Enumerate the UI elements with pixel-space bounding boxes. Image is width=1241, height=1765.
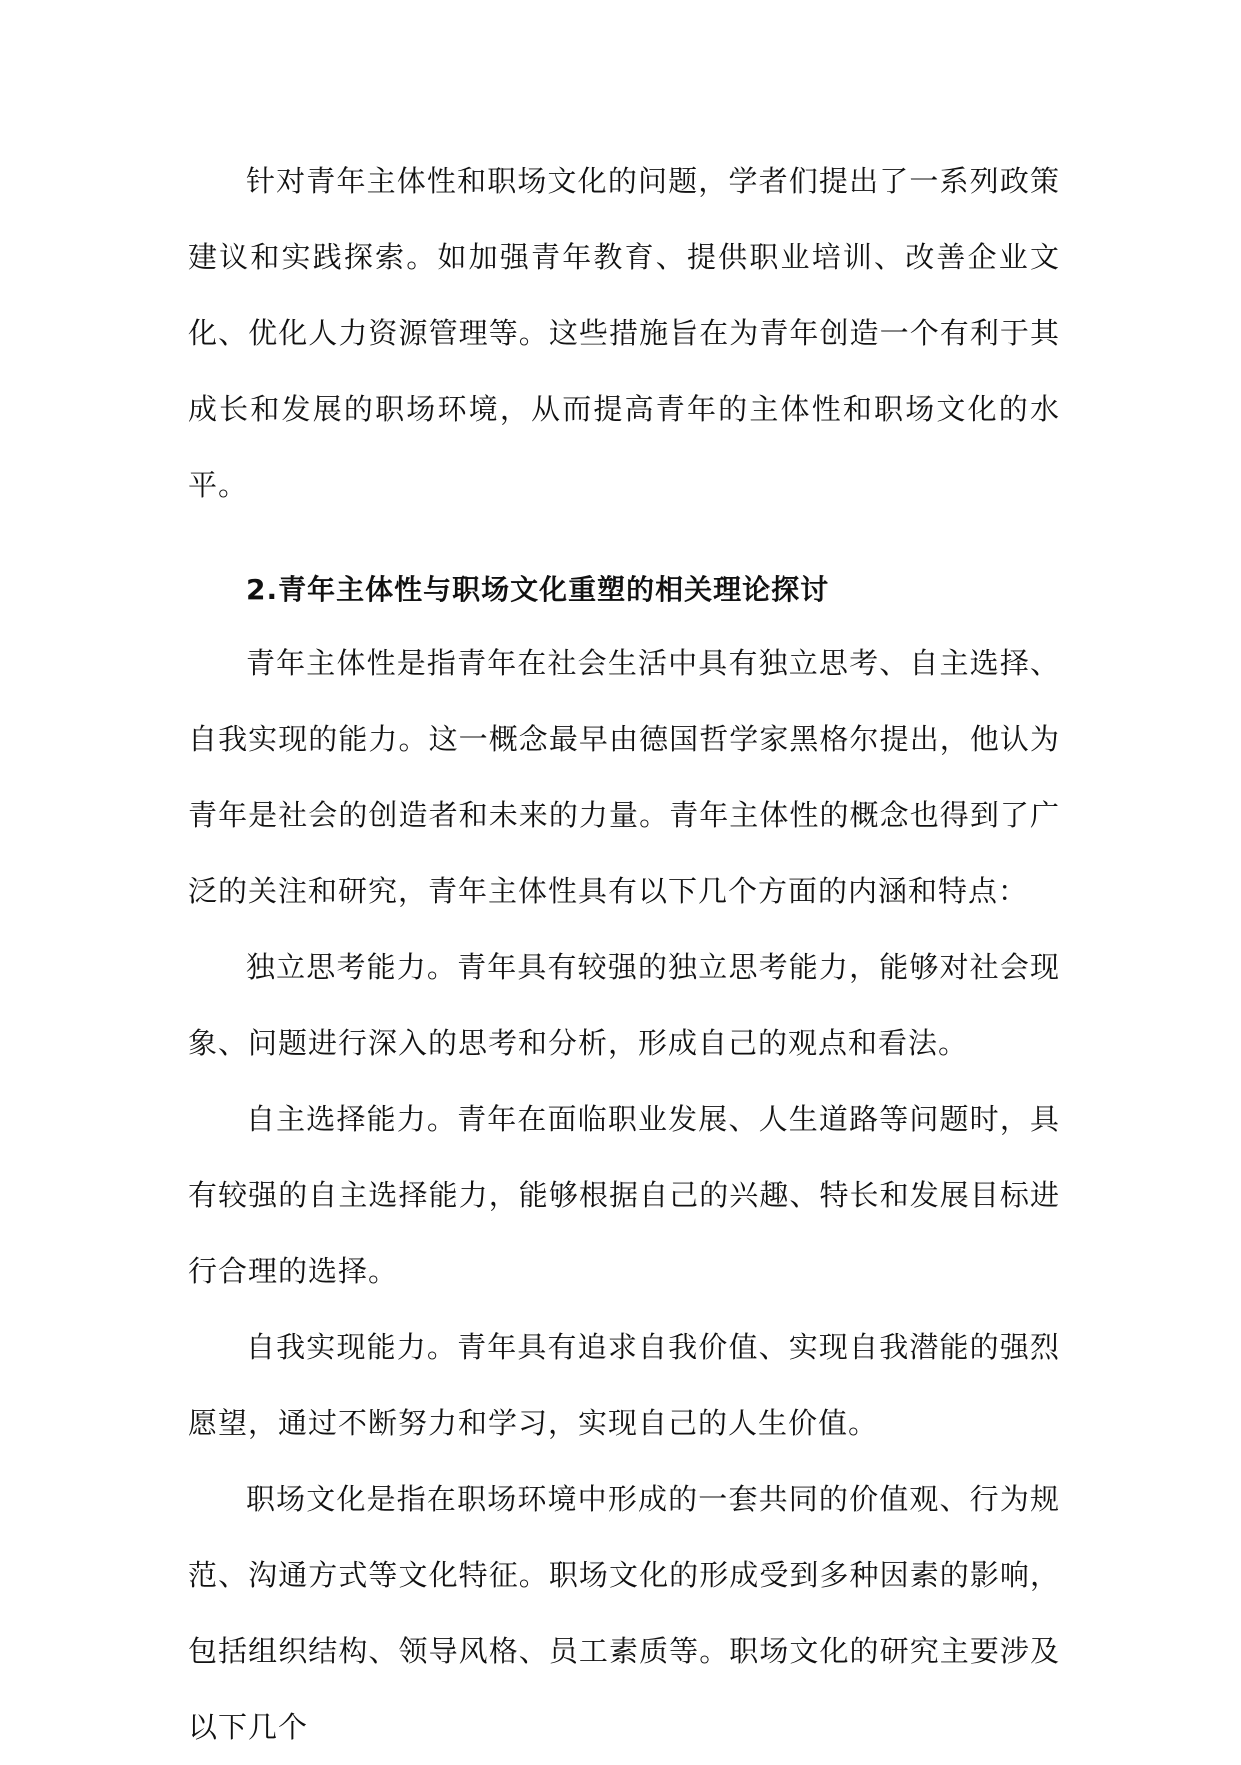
document-body xyxy=(188,143,1060,1765)
paragraph-self-realization: 自我实现能力。青年具有追求自我价值、实现自我潜能的强烈愿望，通过不断努力和学习，实现自己的人生价值。 xyxy=(188,1330,1060,1440)
paragraph-workplace-culture: 职场文化是指在职场环境中形成的一套共同的价值观、行为规范、沟通方式等文化特征。职场文化的形成受到多种因素的影响，包括组织结构、领导风格、员工素质等。职场文化的研究主要涉及以下几个 xyxy=(188,1482,1060,1744)
paragraph-independent-thinking: 独立思考能力。青年具有较强的独立思考能力，能够对社会现象、问题进行深入的思考和分析，形成自己的观点和看法。 xyxy=(188,950,1060,1060)
paragraph-autonomous-choice: 自主选择能力。青年在面临职业发展、人生道路等问题时，具有较强的自主选择能力，能够根据自己的兴趣、特长和发展目标进行合理的选择。 xyxy=(188,1102,1060,1288)
paragraph-youth-subjectivity: 青年主体性是指青年在社会生活中具有独立思考、自主选择、自我实现的能力。这一概念最早由德国哲学家黑格尔提出，他认为青年是社会的创造者和未来的力量。青年主体性的概念也得到了广泛的关注和研究，青年主体性具有以下几个方面的内涵和特点： xyxy=(188,646,1060,908)
section-heading: 2.青年主体性与职场文化重塑的相关理论探讨 xyxy=(246,573,830,606)
paragraph-policy-suggestions: 针对青年主体性和职场文化的问题，学者们提出了一系列政策建议和实践探索。如加强青年教育、提供职业培训、改善企业文化、优化人力资源管理等。这些措施旨在为青年创造一个有利于其成长和发展的职场环境，从而提高青年的主体性和职场文化的水平。 xyxy=(188,164,1060,502)
